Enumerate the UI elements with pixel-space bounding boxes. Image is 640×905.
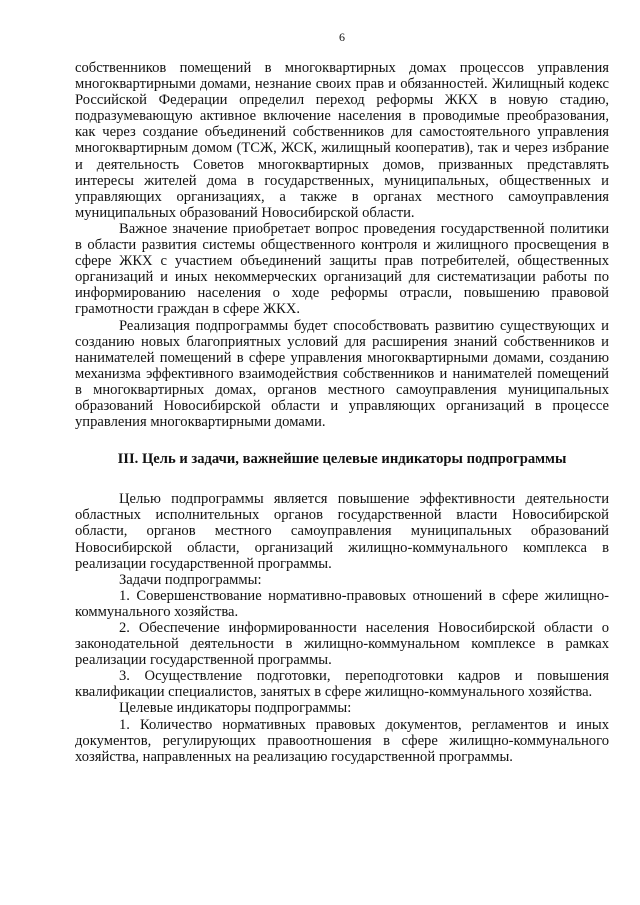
paragraph-continuation: собственников помещений в многоквартирных домах процессов управления многоквартирными домами, незнание своих прав и обязанностей. Жилищный кодекс Российской Федерации определил переход реформы ЖКХ в новую стадию, подразумевающую активное включение населения в проводимые преобразования, как через создание объединений собственников для самостоятельного управления многоквартирным домом (ТСЖ, ЖСК, жилищный кооператив), так и через избрание и деятельность Советов многоквартирных домов, призванных представлять интересы жителей дома в государственных, муниципальных, общественных и управляющих организациях, а также в органах местного самоуправления муниципальных образований Новосибирской области.: [75, 60, 609, 221]
paragraph-task-2: 2. Обеспечение информированности населения Новосибирской области о законодательной деятельности в жилищно-коммунальном комплексе в рамках реализации государственной программы.: [75, 620, 609, 669]
page-number: 6: [339, 30, 345, 44]
paragraph-task-3: 3. Осуществление подготовки, переподготовки кадров и повышения квалификации специалистов, занятых в сфере жилищно-коммунального хозяйства.: [75, 668, 609, 701]
document-page: [75, 30, 609, 765]
section-heading: III. Цель и задачи, важнейшие целевые индикаторы подпрограммы: [117, 451, 567, 468]
paragraph-implementation: Реализация подпрограммы будет способствовать развитию существующих и созданию новых благоприятных условий для расширения знаний собственников и нанимателей помещений в сфере управления многоквартирными домами, созданию механизма эффективного взаимодействия собственников и нанимателей помещений в многоквартирных домах, органов местного самоуправления муниципальных образований Новосибирской области и управляющих организаций в процессе управления многоквартирными домами.: [75, 317, 609, 431]
paragraph-goal: Целью подпрограммы является повышение эффективности деятельности областных исполнительных органов государственной власти Новосибирской области, органов местного самоуправления муниципальных образований Новосибирской области, организаций жилищно-коммунального комплекса в реализации государственной программы.: [75, 491, 609, 572]
paragraph-indicators-title: Целевые индикаторы подпрограммы:: [119, 700, 352, 717]
paragraph-indicator-1: 1. Количество нормативных правовых документов, регламентов и иных документов, регулирующих правоотношения в сфере жилищно-коммунального хозяйства, направленных на реализацию государственной программы.: [75, 716, 609, 765]
paragraph-task-1: 1. Совершенствование нормативно-правовых отношений в сфере жилищно-коммунального хозяйства.: [75, 587, 609, 620]
paragraph-tasks-title: Задачи подпрограммы:: [119, 571, 262, 588]
paragraph-public-control: Важное значение приобретает вопрос проведения государственной политики в области развития системы общественного контроля и жилищного просвещения в сфере ЖКХ с участием объединений защиты прав потребителей, общественных организаций и иных некоммерческих организаций для систематизации работы по информированию населения о ходе реформы отрасли, повышению правовой грамотности граждан в сфере ЖКХ.: [75, 220, 609, 318]
